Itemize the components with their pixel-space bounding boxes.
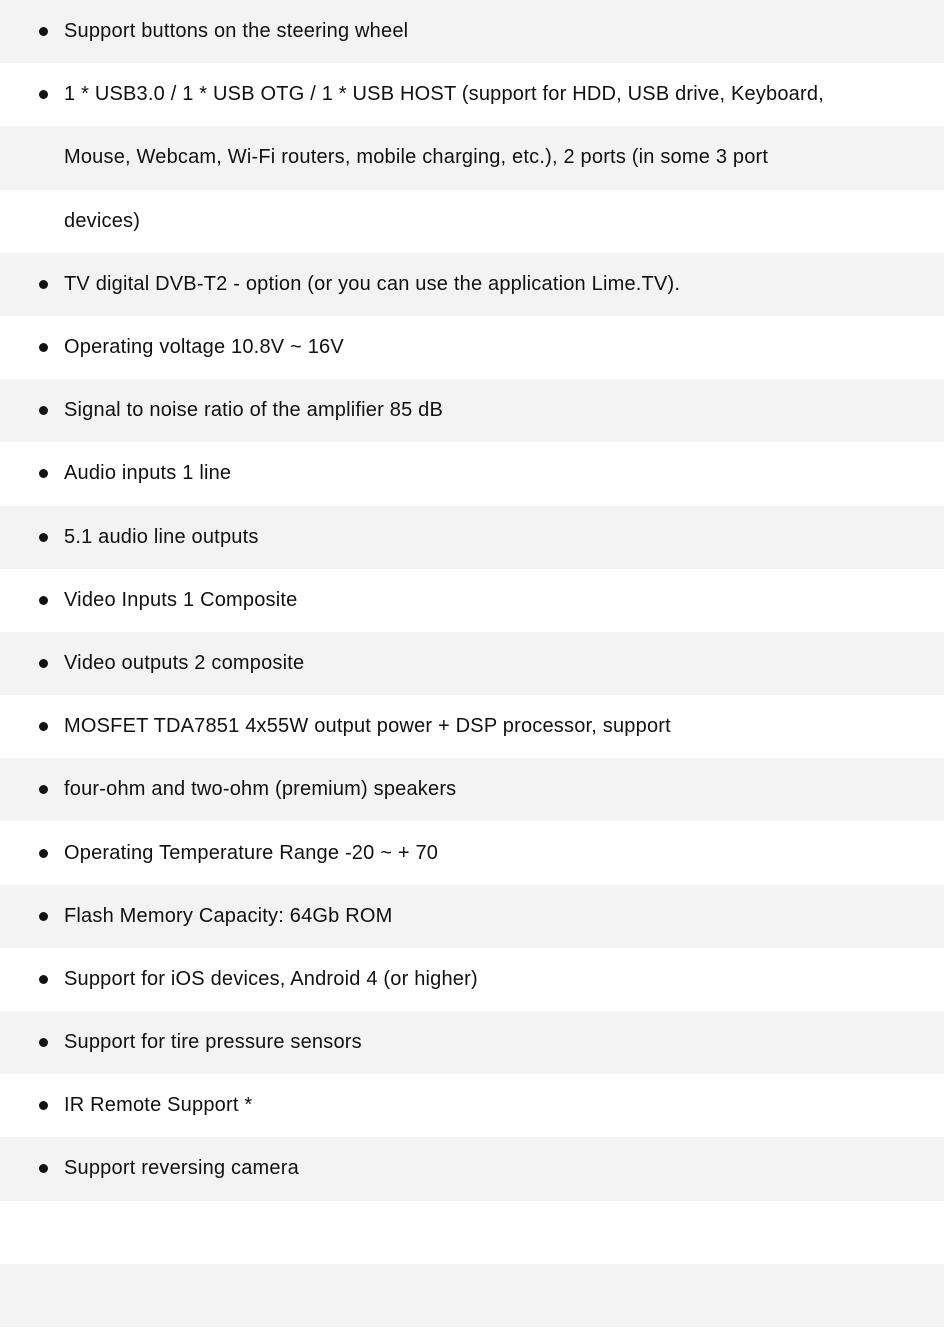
list-item — [0, 1074, 944, 1137]
list-item-text: Signal to noise ratio of the amplifier 85 dB — [64, 399, 444, 422]
list-item-text: Audio inputs 1 line — [64, 462, 232, 485]
bullet-icon — [39, 722, 48, 731]
list-item-text: 5.1 audio line outputs — [64, 525, 259, 548]
list-item-text: devices) — [64, 209, 141, 232]
bullet-icon — [39, 343, 48, 352]
list-item — [0, 379, 944, 442]
bullet-icon — [39, 27, 48, 36]
list-item-text: Support for iOS devices, Android 4 (or higher) — [64, 967, 478, 990]
list-item-text: Operating Temperature Range -20 ~ + 70 — [64, 841, 439, 864]
list-item — [0, 253, 944, 316]
list-item — [0, 316, 944, 379]
list-item-text: MOSFET TDA7851 4x55W output power + DSP processor, support — [64, 715, 671, 738]
list-item-text: TV digital DVB-T2 - option (or you can use the application Lime.TV). — [64, 272, 681, 295]
bullet-icon — [39, 533, 48, 542]
list-item-continuation — [0, 190, 944, 253]
bullet-icon — [39, 596, 48, 605]
list-item — [0, 442, 944, 505]
empty-row — [0, 1264, 944, 1327]
list-item-text: Operating voltage 10.8V ~ 16V — [64, 336, 344, 359]
bullet-icon — [39, 406, 48, 415]
list-item — [0, 821, 944, 884]
bullet-icon — [39, 469, 48, 478]
bullet-icon — [39, 90, 48, 99]
list-item-text: Video Inputs 1 Composite — [64, 588, 298, 611]
list-item — [0, 948, 944, 1011]
list-item — [0, 885, 944, 948]
list-item — [0, 506, 944, 569]
list-item-text: Video outputs 2 composite — [64, 651, 305, 674]
list-item — [0, 632, 944, 695]
list-item — [0, 695, 944, 758]
list-item-text: Flash Memory Capacity: 64Gb ROM — [64, 904, 393, 927]
bullet-icon — [39, 1101, 48, 1110]
list-item-text: Support for tire pressure sensors — [64, 1031, 362, 1054]
list-item — [0, 1011, 944, 1074]
bullet-icon — [39, 849, 48, 858]
list-item-continuation — [0, 126, 944, 189]
list-item-text: Mouse, Webcam, Wi-Fi routers, mobile charging, etc.), 2 ports (in some 3 port — [64, 146, 769, 169]
bullet-icon — [39, 785, 48, 794]
bullet-icon — [39, 1038, 48, 1047]
list-item-text: four-ohm and two-ohm (premium) speakers — [64, 778, 457, 801]
empty-row — [0, 1201, 944, 1264]
list-item — [0, 758, 944, 821]
list-item — [0, 63, 944, 126]
list-item — [0, 0, 944, 63]
list-item-text: IR Remote Support * — [64, 1094, 253, 1117]
bullet-icon — [39, 280, 48, 289]
list-item-text: Support buttons on the steering wheel — [64, 20, 409, 43]
bullet-icon — [39, 975, 48, 984]
list-item — [0, 569, 944, 632]
list-item-text: Support reversing camera — [64, 1157, 299, 1180]
bullet-icon — [39, 1164, 48, 1173]
bullet-icon — [39, 659, 48, 668]
list-item-text: 1 * USB3.0 / 1 * USB OTG / 1 * USB HOST (support for HDD, USB drive, Keyboard, — [64, 83, 824, 106]
list-item — [0, 1137, 944, 1200]
bullet-icon — [39, 912, 48, 921]
